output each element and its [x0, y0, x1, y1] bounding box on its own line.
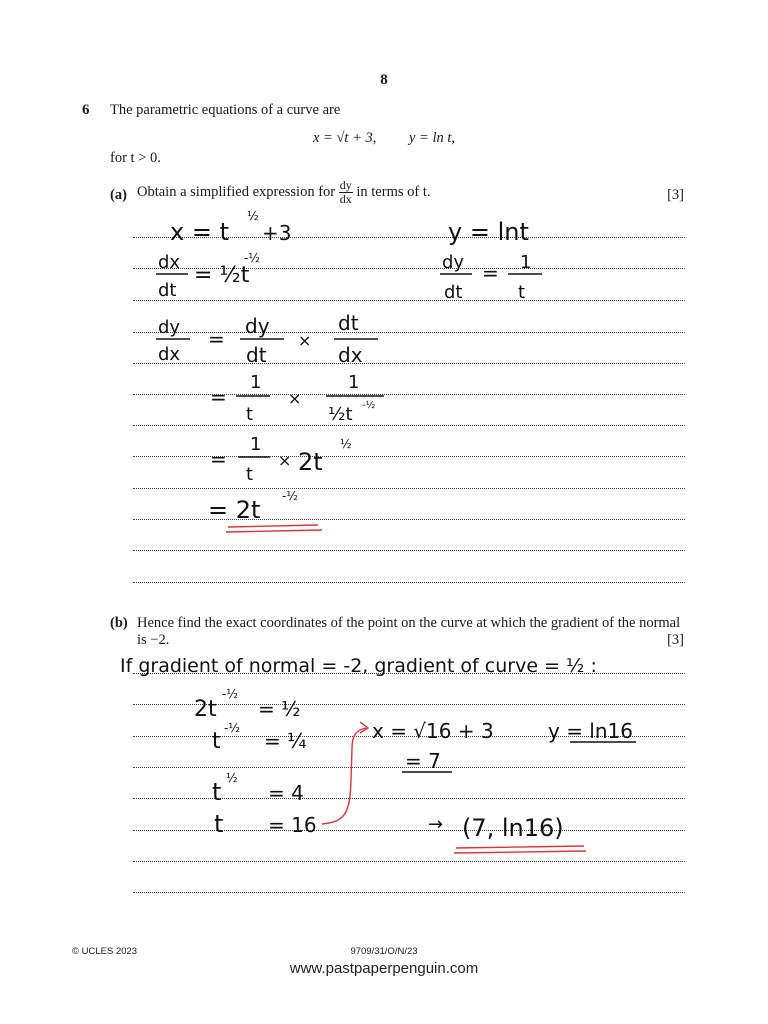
hw-times: ×	[288, 389, 302, 408]
hw-b-l2-rhs: = ½	[258, 697, 301, 721]
hw-x-definition: x = t	[170, 218, 229, 246]
paper-code: 9709/31/O/N/23	[350, 946, 418, 957]
hw-chain-f1-num: dy	[245, 314, 270, 338]
hw-dydt-den: dt	[444, 282, 463, 303]
hw-b-arrow-head	[360, 722, 368, 733]
condition: for t > 0.	[110, 150, 161, 166]
question-intro: The parametric equations of a curve are	[110, 102, 341, 118]
hw-dxdt-exp: -½	[244, 251, 260, 265]
hw-b-line1: If gradient of normal = -2, gradient of curve = ½ :	[120, 655, 597, 677]
hw-b-x-calc: x = √16 + 3	[372, 719, 494, 743]
hw-answer-a-exp: -½	[282, 489, 298, 503]
answer-underline	[456, 846, 584, 848]
hw-chain-lhs-den: dx	[158, 344, 181, 365]
page-number: 8	[380, 72, 388, 88]
part-b-label: (b)	[110, 615, 128, 631]
frac-denominator: dx	[339, 192, 352, 206]
hw-step2-f2-num: 1	[348, 372, 360, 393]
hw-chain-lhs-num: dy	[158, 317, 181, 338]
hw-b-l4-exp: ½	[226, 771, 238, 785]
hw-step3-f2-exp: ½	[340, 437, 352, 451]
hw-dxdt-den: dt	[158, 280, 177, 301]
hw-b-l4-lhs: t	[212, 778, 222, 806]
hw-b-l3-lhs: t	[212, 729, 221, 754]
hw-chain-f1-den: dt	[246, 343, 267, 367]
part-b-marks: [3]	[667, 632, 684, 648]
answer-underline	[454, 851, 586, 853]
hw-b-l2-lhs: 2t	[194, 697, 217, 722]
hw-b-l5-lhs: t	[214, 810, 224, 838]
copyright: © UCLES 2023	[72, 946, 138, 957]
hw-equals: =	[210, 447, 227, 471]
part-a-label: (a)	[110, 187, 127, 203]
frac-numerator: dy	[339, 178, 352, 192]
hw-b-l3-rhs: = ¼	[264, 729, 307, 753]
hw-times: ×	[278, 451, 292, 470]
hw-x-tail: +3	[262, 221, 292, 245]
hw-b-y-calc: y = ln16	[548, 719, 633, 743]
hw-dydt-num: dy	[442, 252, 465, 273]
hw-chain-f2-den: dx	[338, 343, 363, 367]
hw-dxdt-rhs: = ½t	[194, 263, 250, 288]
hw-x-exponent: ½	[247, 209, 259, 223]
part-b-text-line2: is −2.	[137, 632, 170, 648]
hw-step2-f1-num: 1	[250, 372, 262, 393]
hw-equals: =	[208, 327, 225, 351]
hw-b-arrow: →	[428, 814, 444, 835]
hw-equals: =	[482, 261, 499, 285]
part-a-text-before: Obtain a simplified expression for	[137, 183, 336, 200]
hw-step3-f1-den: t	[246, 464, 254, 485]
hw-b-final: (7, ln16)	[462, 814, 564, 842]
part-a-text-after: in terms of t.	[356, 183, 431, 200]
part-a-marks: [3]	[667, 187, 684, 203]
hw-b-l3-exp: -½	[224, 721, 240, 735]
hw-step3-f1-num: 1	[250, 434, 262, 455]
hw-b-l4-rhs: = 4	[268, 781, 304, 805]
question-number: 6	[82, 102, 90, 118]
hw-times: ×	[298, 331, 312, 350]
hw-step3-f2: 2t	[298, 448, 323, 476]
watermark: www.pastpaperpenguin.com	[289, 960, 479, 977]
hw-step2-f1-den: t	[246, 404, 254, 425]
hw-answer-a: = 2t	[208, 496, 261, 524]
hw-dydt-rhs-num: 1	[520, 252, 532, 273]
hw-dydt-rhs-den: t	[518, 282, 526, 303]
hw-b-x-result: = 7	[405, 749, 441, 773]
hw-y-definition: y = lnt	[448, 218, 529, 246]
hw-step2-f2-den: ½t	[328, 404, 353, 425]
hw-b-arrow-curve	[322, 728, 366, 824]
hw-step2-f2-den-exp: -½	[362, 400, 376, 411]
hw-chain-f2-num: dt	[338, 311, 359, 335]
equation-x: x = √t + 3,	[312, 130, 377, 146]
hw-equals: =	[210, 385, 227, 409]
hw-dxdt-num: dx	[158, 252, 181, 273]
answer-underline	[228, 525, 318, 527]
part-b-text-line1: Hence find the exact coordinates of the point on the curve at which the gradient of the normal	[137, 615, 681, 631]
hw-b-l2-exp: -½	[222, 687, 238, 701]
hw-b-l5-rhs: = 16	[268, 813, 317, 837]
equation-y: y = ln t,	[408, 130, 456, 146]
answer-underline	[226, 530, 322, 532]
